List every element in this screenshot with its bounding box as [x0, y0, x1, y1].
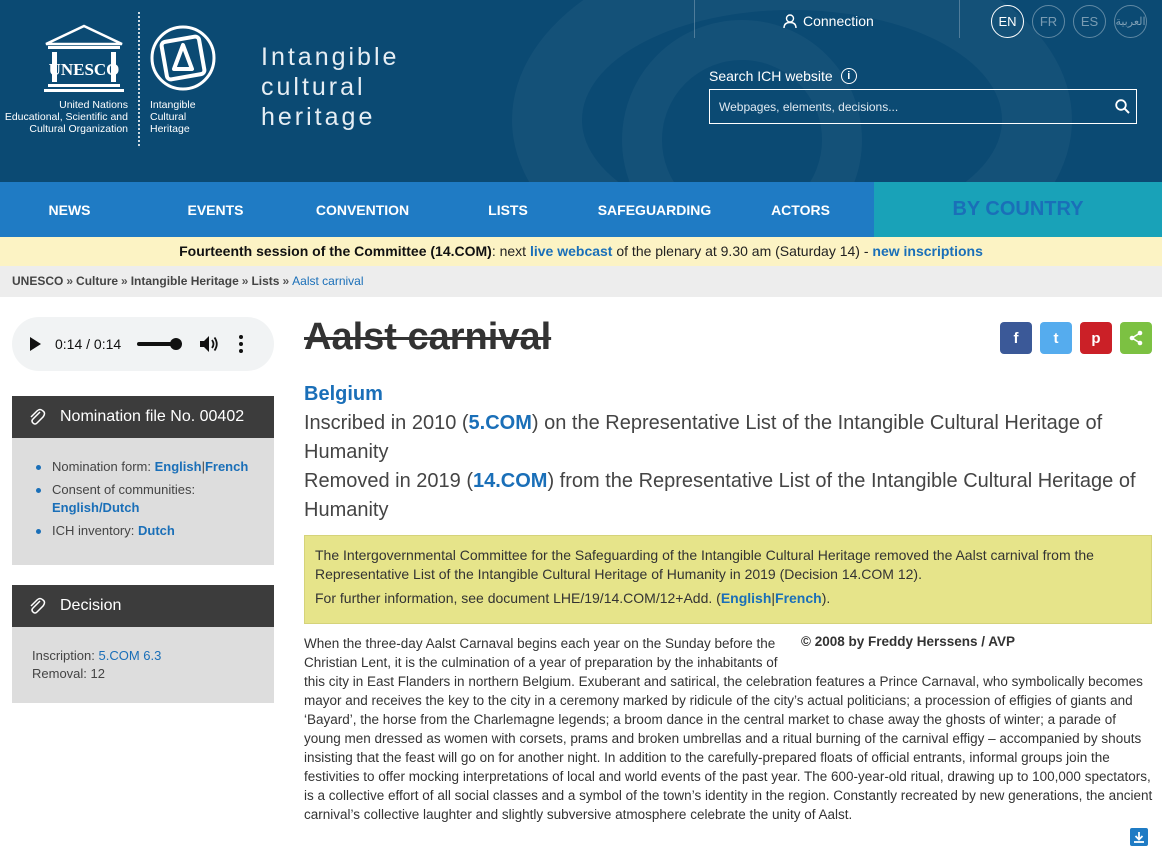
- announcement-title: Fourteenth session of the Committee (14.COM): [179, 243, 492, 259]
- paperclip-icon: [28, 408, 46, 426]
- inventory-label: ICH inventory:: [52, 523, 135, 538]
- nomination-panel-header: [12, 396, 274, 438]
- decision-panel-body: [12, 627, 274, 703]
- announcement-text: of the plenary at 9.30 am (Saturday 14) -: [612, 243, 873, 259]
- element-description: [304, 634, 1154, 824]
- volume-icon[interactable]: [199, 335, 219, 353]
- description-body: this city in East Flanders in northern Belgium. Exuberant and satirical, the celebration features a Prince Carnaval, who symbolically becomes mayor and receives the key to the city in a ceremony marked by ridicule of the city’s actual politicians; a procession of effigies of giants and ‘Bayard’, the horse from the Charlemagne legends; a broom dance in the central market to chase away the ghosts of winter; a parade of young men dressed as women with corsets, prams and broken umbrellas and a ritual burning of the carnival effigy – accompanied by shouts insisting that the feast will go on for another night. In addition to the carefully-prepared floats of official entrants, informal groups join the festivities to offer mocking interpretations of local and world events of the past year. The 600-year-old ritual, drawing up to 100,000 spectators, is a collective effort of all social classes and a symbol of the town’s identity in the region. Constantly recreated by new generations, the ancient carnival’s collective laughter and slightly subversive atmosphere celebrate the unity of Aalst.: [304, 674, 1153, 822]
- inventory-link[interactable]: Dutch: [138, 523, 175, 538]
- site-title-line: heritage: [261, 103, 376, 131]
- lang-es-button[interactable]: ES: [1073, 5, 1106, 38]
- search-box: [709, 89, 1137, 124]
- inscription-row: [32, 647, 274, 665]
- inscribed-session-link[interactable]: 5.COM: [468, 412, 532, 434]
- paperclip-icon: [28, 597, 46, 615]
- nav-item-safeguarding[interactable]: SAFEGUARDING: [597, 201, 712, 218]
- nav-item-events[interactable]: EVENTS: [187, 201, 244, 218]
- search-label-text: Search ICH website: [709, 68, 833, 84]
- site-title[interactable]: [261, 42, 399, 132]
- list-item: [36, 481, 274, 517]
- ich-caption: [150, 99, 196, 135]
- removal-notice: [304, 535, 1152, 624]
- nomination-panel-body: [12, 438, 274, 565]
- consent-link[interactable]: English/Dutch: [52, 500, 140, 515]
- breadcrumb-separator: »: [282, 274, 290, 288]
- live-webcast-link[interactable]: live webcast: [529, 243, 613, 259]
- audio-time: 0:14 / 0:14: [55, 336, 122, 352]
- inscription-decision-link[interactable]: 5.COM 6.3: [98, 648, 162, 663]
- share-button[interactable]: [1120, 322, 1152, 354]
- link-separator: |: [771, 590, 776, 606]
- inscription-status: [304, 409, 1154, 467]
- notice-further-info: [315, 589, 1141, 608]
- nav-item-news[interactable]: NEWS: [48, 201, 91, 218]
- new-inscriptions-link[interactable]: new inscriptions: [872, 243, 983, 259]
- decision-panel-header: [12, 585, 274, 627]
- user-icon: [783, 14, 797, 29]
- removal-status: [304, 467, 1154, 525]
- nomination-form-french-link[interactable]: French: [204, 459, 249, 474]
- site-title-line: Intangible: [261, 43, 400, 71]
- breadcrumb-intangible-heritage[interactable]: Intangible Heritage: [130, 274, 239, 288]
- audio-player: [12, 317, 274, 371]
- main-nav: [0, 182, 1162, 237]
- breadcrumb-lists[interactable]: Lists: [251, 274, 280, 288]
- inscribed-text: Inscribed in 2010 (: [304, 412, 469, 434]
- slider-handle[interactable]: [170, 338, 182, 350]
- search-label: [709, 68, 857, 84]
- removed-text: Removed in 2019 (: [304, 470, 473, 492]
- country-link[interactable]: Belgium: [304, 383, 383, 405]
- announcement-bar: [0, 237, 1162, 266]
- lang-en-button[interactable]: EN: [991, 5, 1024, 38]
- facebook-icon: f: [1013, 329, 1019, 347]
- unesco-caption-line: United Nations: [59, 99, 128, 111]
- breadcrumb-unesco[interactable]: UNESCO: [12, 274, 64, 288]
- nav-item-by-country[interactable]: BY COUNTRY: [874, 182, 1162, 237]
- nomination-panel-title: Nomination file No. 00402: [60, 408, 245, 425]
- inscribed-text: ) on the Representative List of the Intangible Cultural Heritage of Humanity: [304, 412, 1103, 463]
- unesco-logo-text: UNESCO: [48, 60, 120, 79]
- inscription-label: Inscription:: [32, 648, 95, 663]
- list-item: [36, 458, 274, 476]
- search-icon[interactable]: [1108, 90, 1136, 123]
- removed-text: ) from the Representative List of the Intangible Cultural Heritage of Humanity: [304, 470, 1136, 521]
- breadcrumb-separator: »: [121, 274, 128, 288]
- ich-emblem-icon[interactable]: [150, 25, 216, 91]
- play-icon[interactable]: [30, 337, 41, 351]
- link-separator: |: [201, 459, 205, 474]
- logo-divider: [138, 12, 140, 146]
- breadcrumb-current[interactable]: Aalst carnival: [292, 274, 364, 288]
- twitter-share-button[interactable]: [1040, 322, 1072, 354]
- notice-french-link[interactable]: French: [775, 590, 822, 606]
- removal-text: Removal: 12: [32, 666, 105, 681]
- share-icon: [1128, 330, 1144, 346]
- nav-item-lists[interactable]: LISTS: [488, 201, 528, 218]
- notice-further-text: For further information, see document LHE/19/14.COM/12+Add. (: [315, 590, 721, 606]
- notice-text: The Intergovernmental Committee for the Safeguarding of the Intangible Cultural Heritage removed the Aalst carnival from the Representative List of the Intangible Cultural Heritage of Humanity in 2019 (Decision 14.COM 12).: [315, 547, 1094, 582]
- info-icon[interactable]: i: [841, 68, 857, 84]
- announcement-text: : next: [491, 243, 530, 259]
- breadcrumb-culture[interactable]: Culture: [76, 274, 119, 288]
- search-input[interactable]: [710, 90, 1108, 123]
- pinterest-share-button[interactable]: [1080, 322, 1112, 354]
- pinterest-icon: p: [1091, 329, 1101, 347]
- breadcrumb-separator: »: [241, 274, 249, 288]
- unesco-caption-line: Educational, Scientific and: [4, 111, 128, 123]
- nomination-form-english-link[interactable]: English: [154, 459, 202, 474]
- breadcrumb: [0, 266, 1162, 297]
- notice-english-link[interactable]: English: [720, 590, 772, 606]
- nomination-form-label: Nomination form:: [52, 459, 151, 474]
- ich-caption-line: Cultural: [150, 111, 187, 123]
- ich-caption-line: Intangible: [150, 99, 196, 111]
- connection-label: Connection: [803, 13, 874, 29]
- facebook-share-button[interactable]: [1000, 322, 1032, 354]
- removed-session-link[interactable]: 14.COM: [472, 470, 548, 492]
- element-title: Aalst carnival: [304, 316, 552, 358]
- download-button[interactable]: [1130, 828, 1148, 846]
- nav-item-convention[interactable]: CONVENTION: [315, 201, 410, 218]
- description-line: When the three-day Aalst Carnaval begins each year on the Sunday before the: [304, 636, 776, 651]
- download-icon: [1133, 831, 1145, 843]
- more-options-icon[interactable]: [239, 335, 243, 353]
- lang-ar-button[interactable]: العربية: [1114, 5, 1147, 38]
- unesco-logo[interactable]: [44, 24, 124, 92]
- decision-panel-title: Decision: [60, 597, 122, 614]
- unesco-caption: [0, 99, 128, 135]
- connection-link[interactable]: [783, 13, 874, 29]
- notice-further-text: ).: [821, 590, 831, 606]
- list-item: [36, 522, 274, 540]
- audio-progress-slider[interactable]: [137, 342, 177, 346]
- nav-item-actors[interactable]: ACTORS: [771, 201, 830, 218]
- site-header: [0, 0, 1162, 182]
- site-title-line: cultural: [261, 73, 366, 101]
- twitter-icon: t: [1053, 329, 1059, 347]
- photo-credit: © 2008 by Freddy Herssens / AVP: [801, 634, 1016, 649]
- lang-fr-button[interactable]: FR: [1032, 5, 1065, 38]
- ich-caption-line: Heritage: [150, 123, 190, 135]
- unesco-caption-line: Cultural Organization: [29, 123, 128, 135]
- consent-label: Consent of communities:: [52, 482, 196, 497]
- breadcrumb-separator: »: [66, 274, 74, 288]
- description-line: Christian Lent, it is the culmination of a year of preparation by the inhabitants of: [304, 655, 778, 670]
